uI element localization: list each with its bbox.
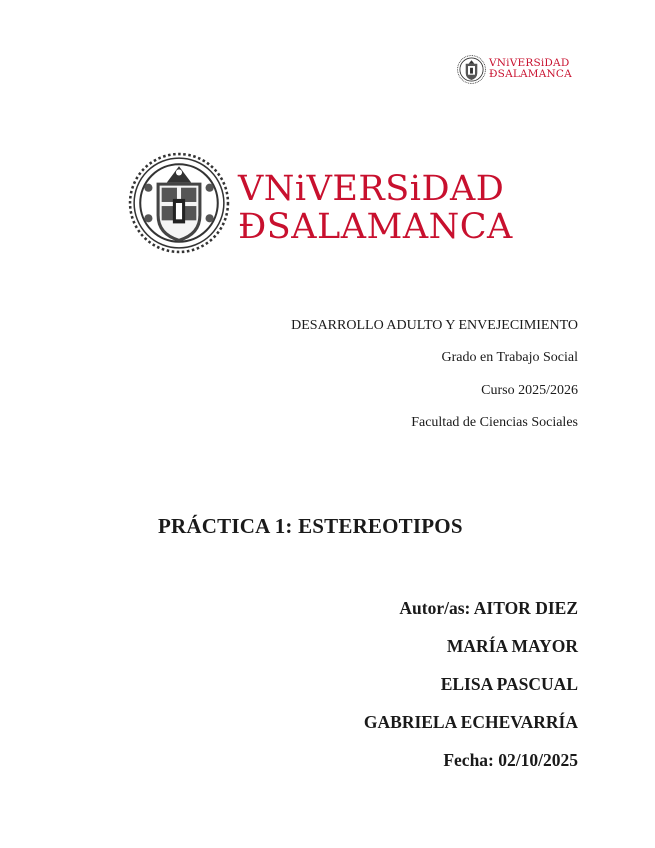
- author-name: AITOR DIEZ: [473, 598, 578, 618]
- faculty-name: Facultad de Ciencias Sociales: [411, 415, 578, 430]
- university-name-line2: ÐSALAMANCA: [238, 207, 513, 247]
- university-name-line2: ÐSALAMANCA: [489, 68, 572, 80]
- document-title: PRÁCTICA 1: ESTEREOTIPOS: [158, 514, 463, 538]
- date-label: Fecha:: [443, 750, 494, 770]
- university-name-line1: VNiVERSiDAD: [489, 57, 570, 69]
- date-line: [443, 750, 578, 771]
- degree-name: Grado en Trabajo Social: [441, 350, 578, 365]
- university-seal-icon: [457, 55, 486, 84]
- author-line-1: [399, 598, 578, 619]
- author-name: ELISA PASCUAL: [440, 674, 578, 694]
- header-logo: [457, 55, 572, 85]
- subject-name: DESARROLLO ADULTO Y ENVEJECIMIENTO: [291, 318, 578, 333]
- university-seal-icon: [128, 152, 230, 254]
- authors-label: Autor/as:: [399, 598, 471, 618]
- course-year: Curso 2025/2026: [481, 383, 578, 398]
- author-name: GABRIELA ECHEVARRÍA: [363, 712, 578, 732]
- university-name-line1: VNiVERSiDAD: [238, 169, 505, 209]
- date-value: 02/10/2025: [498, 750, 578, 770]
- main-logo: [128, 152, 513, 256]
- author-name: MARÍA MAYOR: [446, 636, 578, 656]
